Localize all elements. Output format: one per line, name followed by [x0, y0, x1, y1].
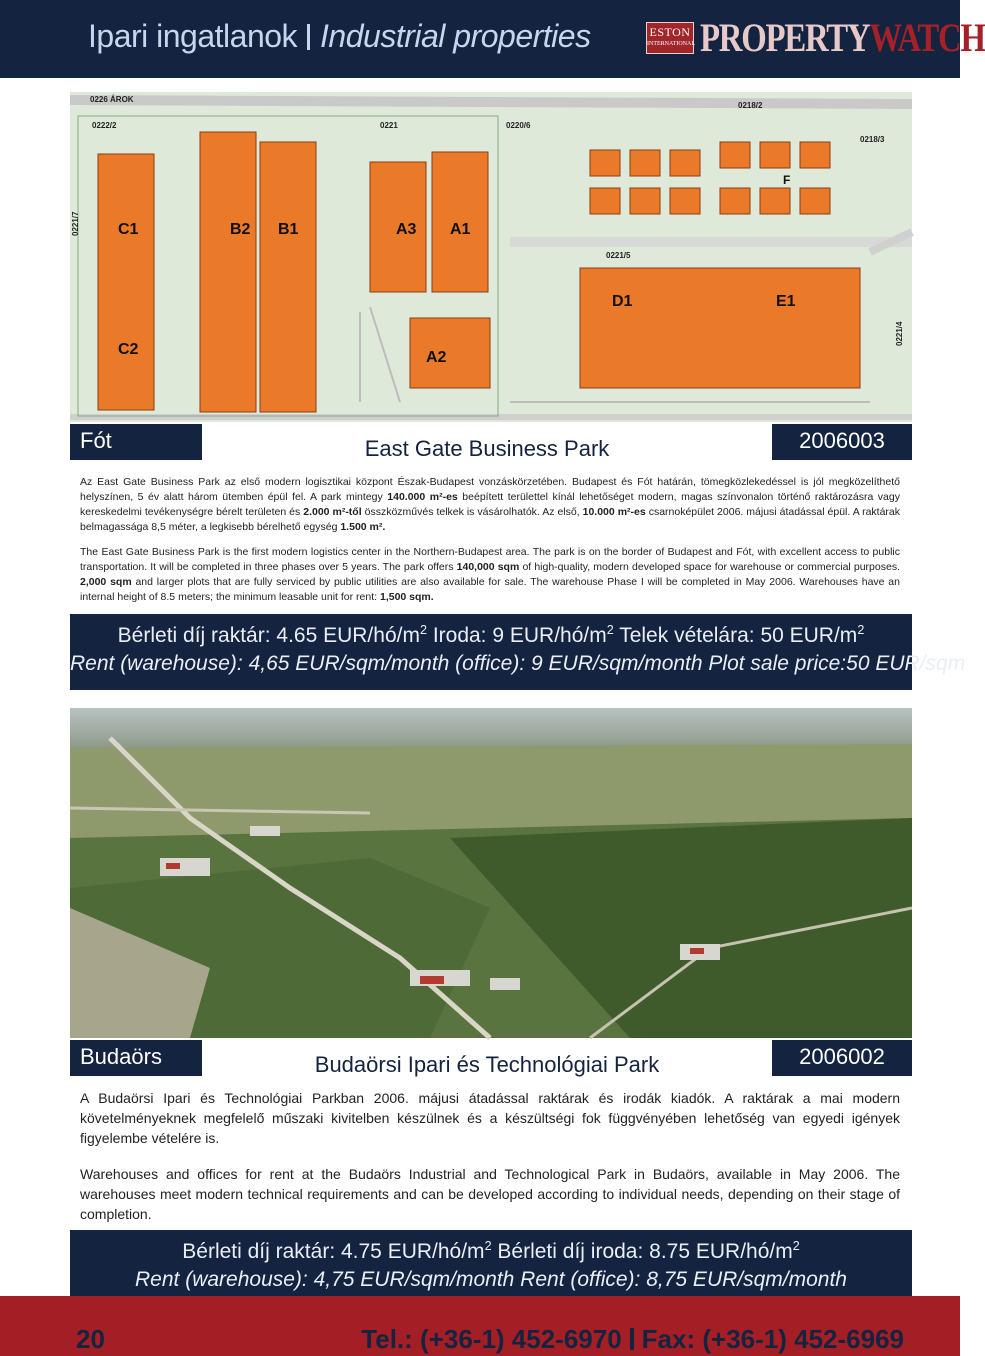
svg-text:A1: A1: [450, 221, 471, 238]
logo-subtext: INTERNATIONAL: [647, 41, 695, 47]
svg-text:0218/2: 0218/2: [738, 101, 763, 110]
page-number: 20: [76, 1324, 105, 1354]
svg-text:0221/4: 0221/4: [895, 321, 904, 346]
aerial-photo: [70, 708, 912, 1038]
price-hungarian: Bérleti díj raktár: 4.75 EUR/$hó/m^2$ Bérleti díj iroda: 8.75 EUR/$hó/m^2$: [182, 1239, 800, 1263]
brand-part-2: WATCH: [869, 15, 985, 60]
page-header: [0, 0, 985, 78]
svg-text:C2: C2: [118, 341, 139, 358]
svg-text:E1: E1: [776, 293, 796, 310]
svg-text:0222/2: 0222/2: [92, 121, 117, 130]
svg-text:0226 ÁROK: 0226 ÁROK: [90, 95, 134, 104]
svg-text:0218/3: 0218/3: [860, 135, 885, 144]
site-map-drawing: [70, 92, 912, 422]
price-box: [70, 1230, 912, 1304]
svg-text:0220/6: 0220/6: [506, 121, 531, 130]
listing-location: Budaörs: [80, 1044, 162, 1069]
listing-title-bar: [70, 1040, 912, 1076]
price-box: [70, 614, 966, 690]
listing-name: East Gate Business Park: [364, 436, 610, 461]
svg-text:0221/5: 0221/5: [606, 251, 631, 260]
brand-part-1: PROPERTY: [700, 15, 870, 60]
listing-description-hu: Az East Gate Business Park az első modern logisztikai központ Észak-Budapest vonzáskörzetében. Budapest és Fót határán, tömegközlekedéssel is jól megközelíthető helyszínen, 5 év alatt három ütemben épül fel. A park mintegy 140.000 m²-es beépített területtel kínál lehetőséget modern, magas színvonalon történő raktározásra vagy kereskedelmi tevékenységre bérelt területen és 2.000 m²-től összközművés telkek is vásárolhatók. Az első, 10.000 m²-es csarnoképület 2006. májusi átadással épül. A raktárak belmagassága 8,5 méter, a legkisebb bérelhető egység 1.500 m².: [80, 476, 901, 533]
svg-text:D1: D1: [612, 293, 633, 310]
svg-text:B2: B2: [230, 221, 251, 238]
brand-wordmark: [700, 14, 985, 61]
fax-number: Fax: (+36-1) 452-6969: [641, 1324, 904, 1354]
svg-text:B1: B1: [278, 221, 299, 238]
svg-text:0221/7: 0221/7: [71, 211, 80, 236]
svg-text:F: F: [783, 173, 791, 187]
listing-code: 2006002: [799, 1044, 885, 1069]
title-hungarian: Ipari ingatlanok: [88, 18, 298, 54]
listing-description-hu: A Budaörsi Ipari és Technológiai Parkban 2006. májusi átadással raktárak és irodák kiadók. A raktárak a mai modern követelményeknek megfelelő műszaki kivitelben készülnek és a készültségi fok függvényében lehetőség van egyedi igények figyelembe vételére is.: [80, 1090, 900, 1146]
phone-number: Tel.: (+36-1) 452-6970: [361, 1324, 622, 1354]
svg-text:A2: A2: [426, 349, 447, 366]
svg-text:A3: A3: [396, 221, 417, 238]
listing-location: Fót: [80, 428, 112, 453]
eston-logo: [646, 22, 694, 54]
listing-description-en: Warehouses and offices for rent at the Budaörs Industrial and Technological Park in Budaörs, available in May 2006. The warehouses meet modern technical requirements and can be developed according to individual needs, depending on their stage of completion.: [80, 1166, 900, 1222]
section-title: [88, 18, 591, 55]
svg-text:C1: C1: [118, 221, 139, 238]
svg-text:0221: 0221: [380, 121, 398, 130]
title-separator: [307, 24, 310, 50]
listing-description-en: The East Gate Business Park is the first modern logistics center in the Northern-Budapest area. The park is on the border of Budapest and Fót, with excellent access to public transportation. It will be completed in three phases over 5 years. The park offers 140,000 sqm of high-quality, modern developed space for warehouse or commercial purposes. 2,000 sqm and larger plots that are fully serviced by public utilities are also available for sale. The warehouse Phase I will be completed in May 2006. Warehouses have an internal height of 8.5 meters; the minimum leasable unit for rent: 1,500 sqm.: [80, 546, 900, 603]
listing-title-bar: [70, 424, 912, 460]
logo-text: ESTON: [649, 25, 691, 39]
contact-line: [361, 1324, 904, 1355]
aerial-photo-drawing: [70, 708, 912, 1038]
listing-name: Budaörsi Ipari és Technológiai Park: [314, 1052, 660, 1077]
listing-code: 2006003: [799, 428, 885, 453]
price-english: Rent (warehouse): 4,65 EUR/sqm/month (office): 9 EUR/sqm/month Plot sale price:50 EUR/sqm: [70, 652, 966, 675]
price-english: Rent (warehouse): 4,75 EUR/sqm/month Rent (office): 8,75 EUR/sqm/month: [135, 1268, 847, 1291]
site-map: [70, 92, 912, 422]
contact-separator: [630, 1328, 634, 1350]
title-english: Industrial properties: [320, 18, 591, 54]
page-footer: [0, 1296, 960, 1356]
price-hungarian: Bérleti díj raktár: 4.65 EUR/$hó/m^2$ Iroda: 9 EUR/$hó/m^2$ Telek vételára: 50 EUR/$m^2$: [117, 623, 865, 647]
